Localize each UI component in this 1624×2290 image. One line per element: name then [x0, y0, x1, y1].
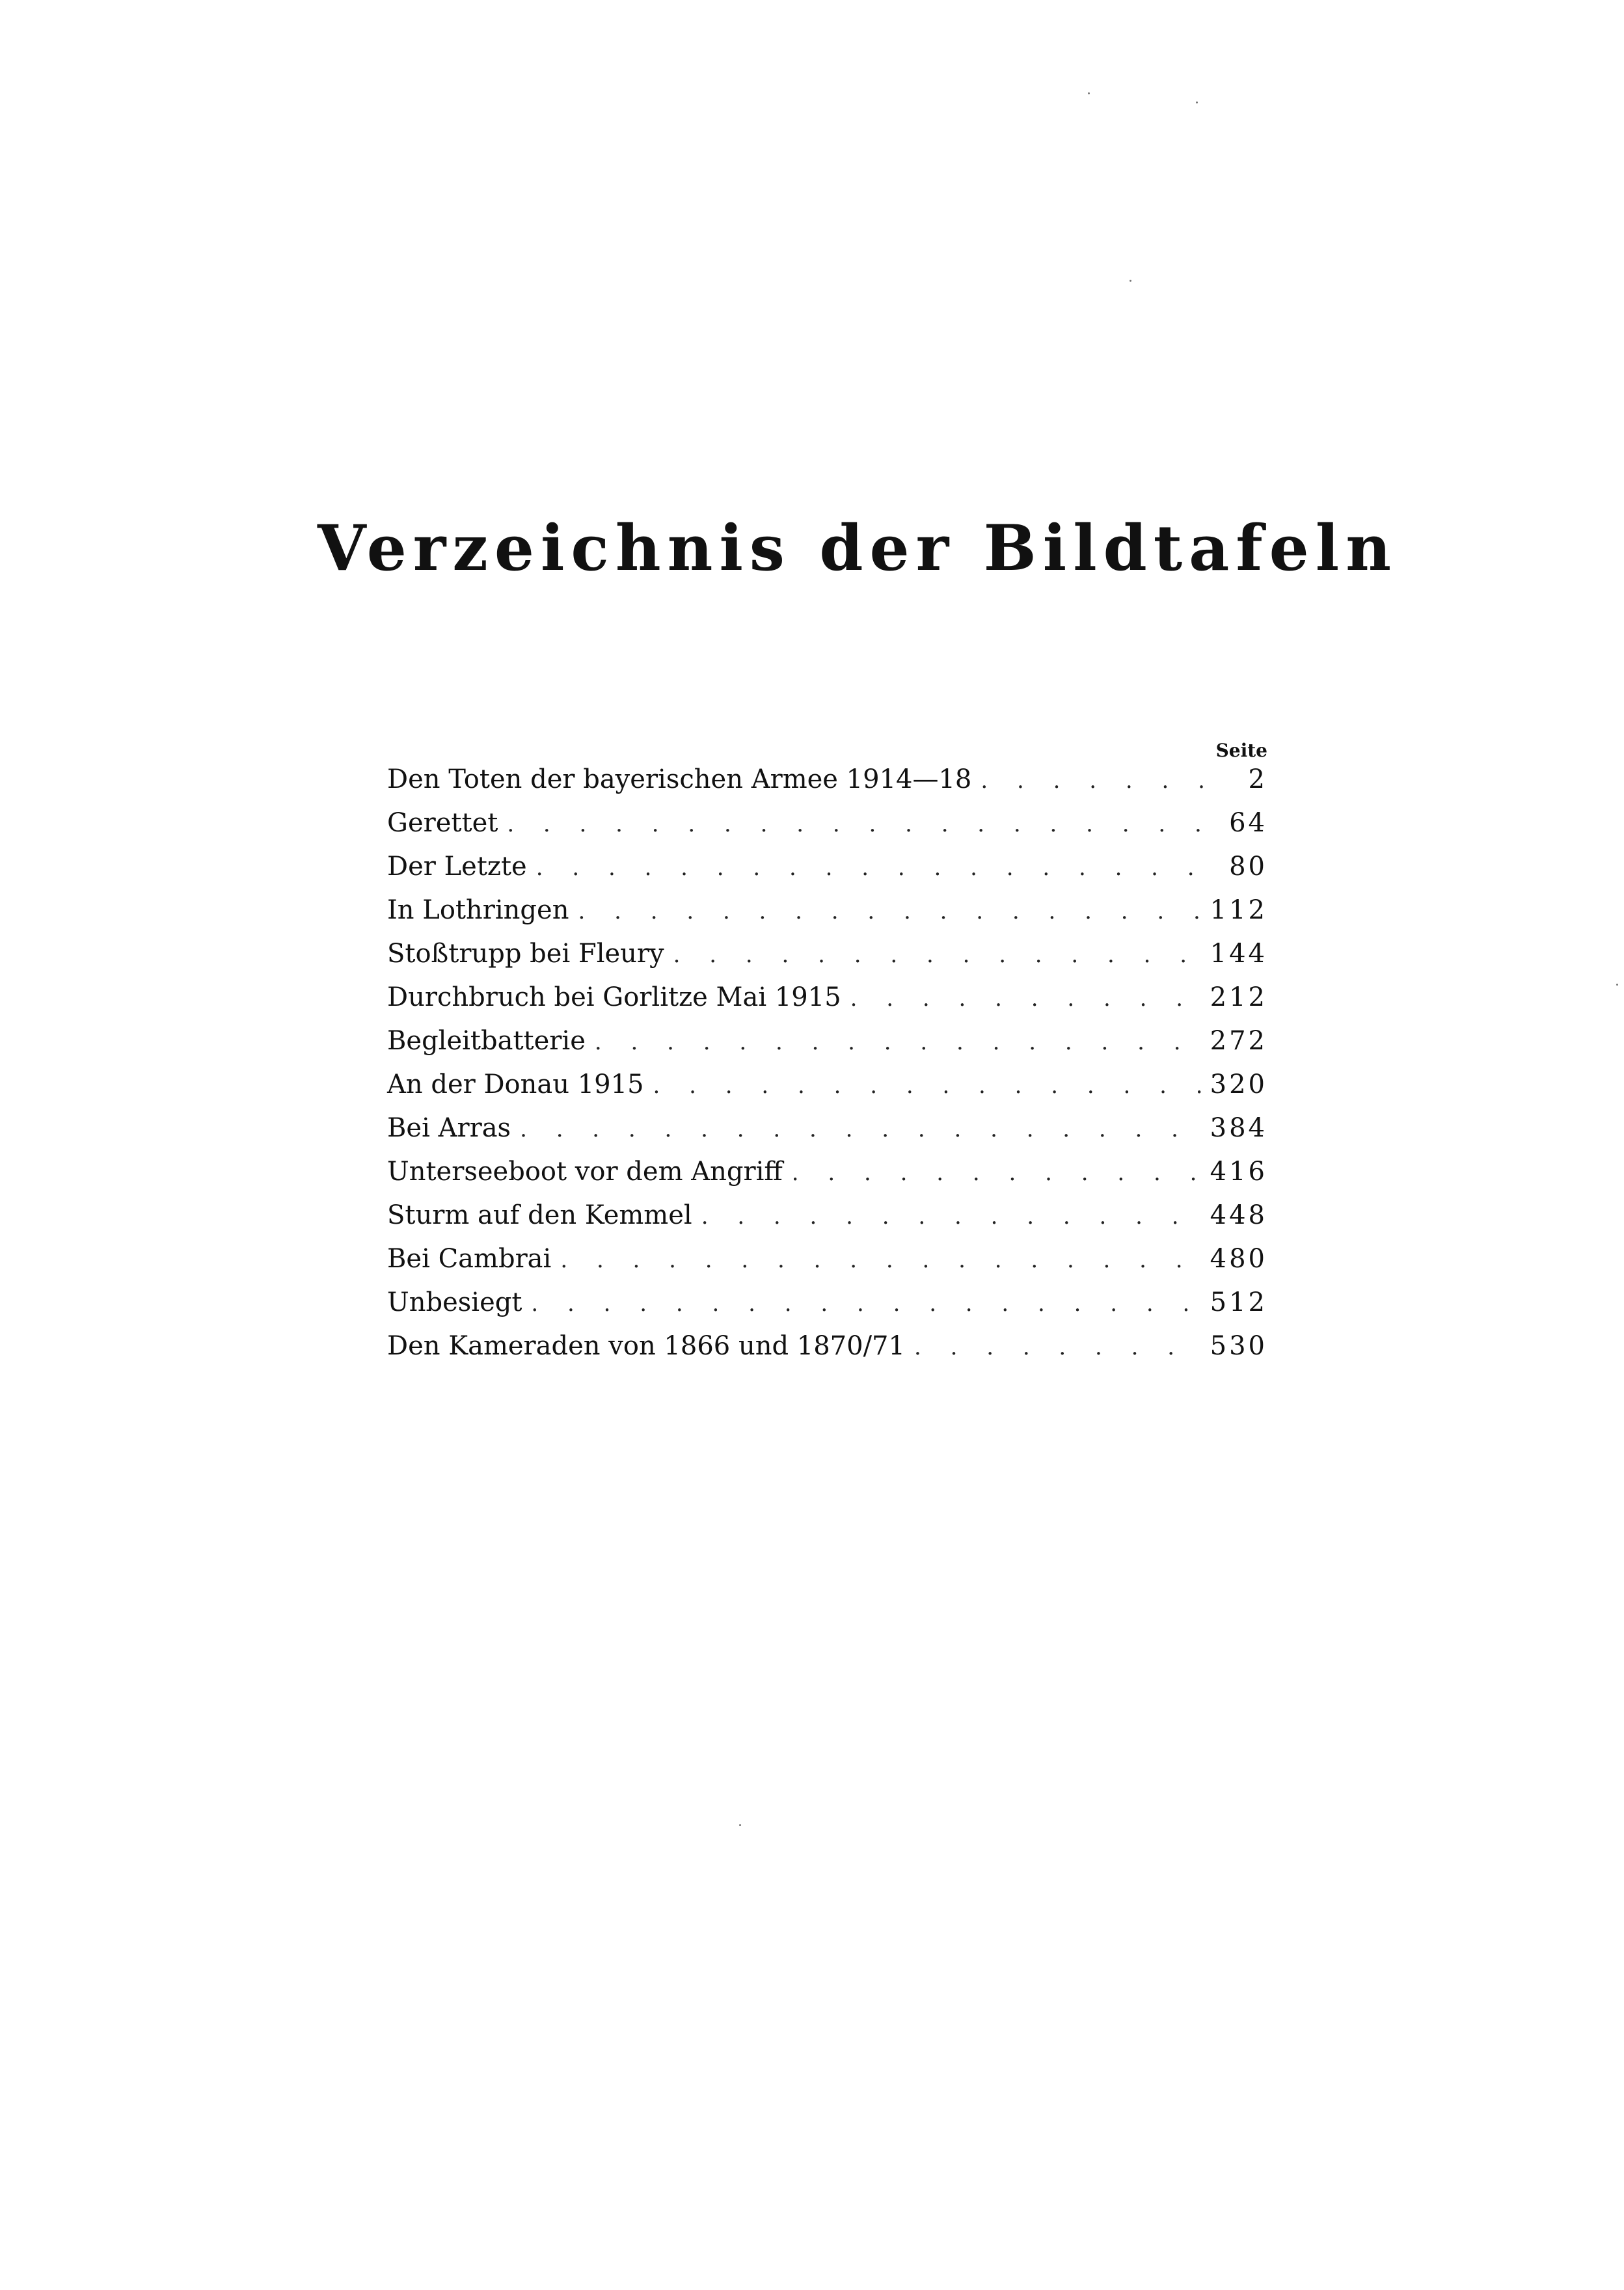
entry-title: Unterseeboot vor dem Angriff [387, 1157, 783, 1187]
dot-leader [578, 890, 1204, 934]
dot-leader [507, 803, 1210, 846]
page-title: Verzeichnis der Bildtafeln [318, 511, 1398, 585]
entry-title: Gerettet [387, 808, 498, 838]
list-item [387, 1237, 1267, 1281]
list-item [387, 758, 1267, 801]
dot-leader [520, 1108, 1205, 1152]
page-column-header: Seite [1215, 740, 1267, 761]
entry-title: An der Donau 1915 [387, 1070, 644, 1099]
entry-page: 320 [1210, 1070, 1267, 1099]
list-item [387, 976, 1267, 1019]
scan-speck [1088, 92, 1090, 94]
entry-title: Bei Cambrai [387, 1244, 552, 1274]
list-item [387, 1019, 1267, 1063]
list-item [387, 801, 1267, 845]
entry-page: 144 [1210, 939, 1267, 969]
entry-title: Sturm auf den Kemmel [387, 1200, 692, 1230]
list-item [387, 1325, 1267, 1368]
entry-page: 2 [1248, 764, 1267, 794]
entry-page: 480 [1210, 1244, 1267, 1274]
entry-title: Der Letzte [387, 852, 527, 882]
dot-leader [673, 934, 1205, 977]
dot-leader [792, 1152, 1205, 1195]
entry-title: Den Toten der bayerischen Armee 1914—18 [387, 764, 972, 794]
entry-page: 512 [1210, 1287, 1267, 1317]
list-item [387, 1150, 1267, 1194]
list-item [387, 845, 1267, 889]
entry-title: Unbesiegt [387, 1287, 522, 1317]
list-item [387, 1063, 1267, 1107]
scan-speck [1130, 280, 1131, 282]
entry-title: Begleitbatterie [387, 1026, 586, 1056]
entry-title: Stoßtrupp bei Fleury [387, 939, 664, 969]
entry-title: Durchbruch bei Gorlitze Mai 1915 [387, 982, 841, 1012]
entry-title: Den Kameraden von 1866 und 1870/71 [387, 1331, 905, 1361]
entry-page: 448 [1210, 1200, 1267, 1230]
plates-list [387, 758, 1267, 1368]
entry-page: 272 [1210, 1026, 1267, 1056]
dot-leader [701, 1195, 1205, 1239]
dot-leader [595, 1021, 1205, 1064]
entry-page: 416 [1210, 1157, 1267, 1187]
list-item [387, 889, 1267, 932]
dot-leader [560, 1239, 1204, 1282]
entry-page: 384 [1210, 1113, 1267, 1143]
entry-page: 530 [1210, 1331, 1267, 1361]
entry-title: In Lothringen [387, 895, 569, 925]
entry-page: 112 [1210, 895, 1267, 925]
list-item [387, 1107, 1267, 1150]
scan-speck [1616, 984, 1618, 986]
dot-leader [653, 1064, 1205, 1108]
scan-speck [739, 1824, 741, 1826]
dot-leader [914, 1326, 1205, 1369]
entry-page: 80 [1229, 852, 1267, 882]
list-item [387, 932, 1267, 976]
dot-leader [981, 759, 1210, 803]
entry-page: 64 [1229, 808, 1267, 838]
entry-title: Bei Arras [387, 1113, 511, 1143]
scan-speck [1196, 101, 1198, 103]
dot-leader [850, 977, 1205, 1021]
dot-leader [531, 1282, 1204, 1326]
list-item [387, 1281, 1267, 1325]
entry-page: 212 [1210, 982, 1267, 1012]
dot-leader [536, 846, 1210, 890]
list-item [387, 1194, 1267, 1237]
